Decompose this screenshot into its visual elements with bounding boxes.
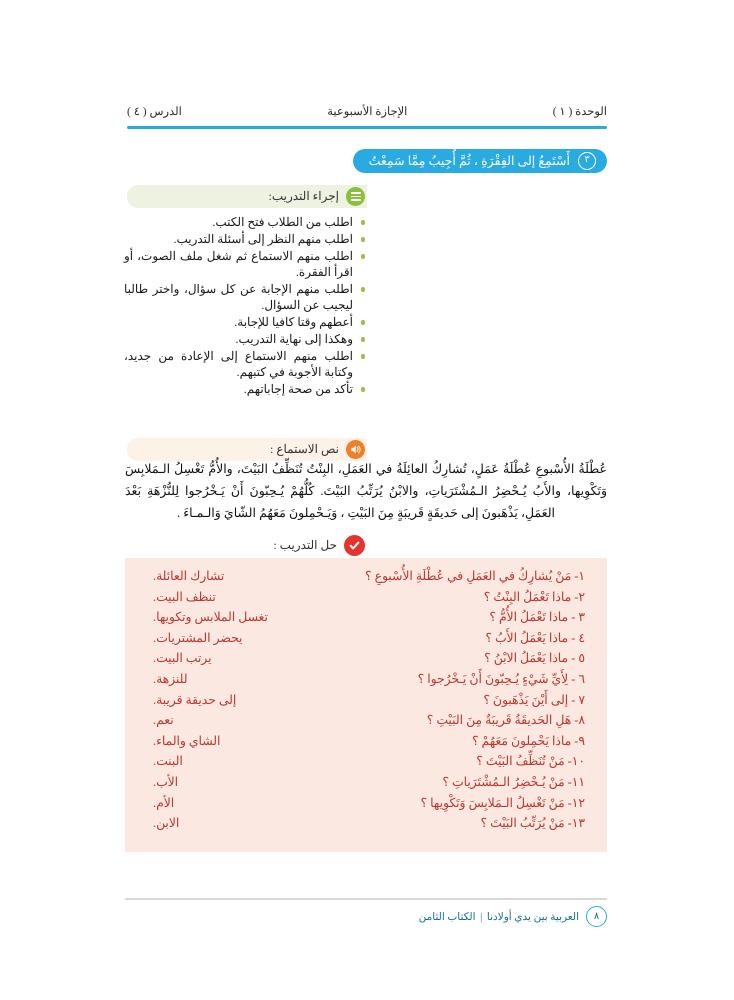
procedure-band (127, 185, 367, 208)
answer-text: تشارك العائلة. (153, 569, 225, 583)
qa-list (143, 569, 589, 837)
question-text: ٦ - لِأَيِّ شَيْءٍ يُـحِبّونَ أَنْ يَـخْرُجوا ؟ (417, 671, 585, 686)
exercise-title-row (127, 149, 607, 173)
listening-label: نص الاستماع : (270, 442, 339, 456)
table-row (143, 754, 589, 775)
solution-label: حل التدريب : (273, 537, 337, 552)
question-text: ١- مَنْ يُشارِكُ في العَمَلِ في عُطْلَةِ الأُسْبوعِ ؟ (365, 569, 585, 583)
procedure-label: إجراء التدريب: (268, 189, 339, 203)
header-lesson: الدرس ( ٤ ) (127, 106, 182, 118)
answer-text: تنظف البيت. (153, 589, 216, 604)
table-row (143, 590, 589, 611)
answer-text: الابن. (153, 816, 180, 831)
list-item: تأكد من صحة إجاباتهم. (124, 381, 367, 397)
answer-text: يرتب البيت. (153, 651, 212, 666)
list-item: اطلب منهم الإجابة عن كل سؤال، واختر طالبا ليجيب عن السؤال. (124, 281, 367, 313)
answer-text: الأب. (153, 774, 179, 789)
footer-divider (125, 898, 607, 900)
answers-box (125, 558, 607, 852)
question-text: ٧ - إلى أَيْنَ يَذْهَبونَ ؟ (483, 692, 585, 707)
list-item: اطلب منهم الاستماع ثم شغل ملف الصوت، أو اقرأ الفقرة. (124, 248, 367, 280)
answer-text: إلى حديقة قريبة. (153, 692, 237, 707)
running-header (127, 104, 607, 118)
table-row (143, 631, 589, 652)
listening-text: عُطْلَةُ الأُسْبوعِ عُطْلَةُ عَمَلٍ، تُشارِكُ العائِلَةُ في العَمَلِ، البِنْتُ تُنَظِّفُ البَيْتَ، والأُمُّ تَغْسِلُ الـمَلابِسَ وَتَكْوِيها، والأَبُ يُـحْضِرُ الـمُشْتَرَياتِ، والابْنُ يُرَتِّبُ البَيْتَ. كُلُّهُمْ يُـحِبّونَ أَنْ يَـخْرُجوا لِلنُّزْهَةِ بَعْدَ العَمَلِ، يَذْهَبونَ إلى حَديقَةٍ قَريبَةٍ مِنَ البَيْتِ ، وَيَـحْمِلونَ مَعَهُمُ الشّايَ وَالـمـاءَ . (125, 462, 607, 520)
footer-book-info (419, 911, 579, 923)
check-circle-icon (344, 535, 365, 556)
list-item: اطلب منهم الاستماع إلى الإعادة من جديد، وكتابة الأجوبة في كتبهم. (124, 348, 367, 380)
list-lines-icon (346, 187, 365, 206)
exercise-number: ٣ (578, 152, 596, 170)
question-text: ٤ - ماذا يَعْمَلُ الأَبُ ؟ (485, 630, 585, 645)
question-text: ٨- هَلِ الحَديقَةُ قَريبَةٌ مِنَ البَيْتِ ؟ (426, 713, 585, 728)
footer-separator: | (480, 911, 483, 923)
table-row (143, 610, 589, 631)
question-text: ١٢- مَنْ تَغْسِلُ الـمَلابِسَ وَتَكْوِيها ؟ (420, 795, 585, 810)
table-row (143, 816, 589, 837)
question-text: ٢- ماذا تَعْمَلُ البِنْتُ ؟ (483, 589, 585, 604)
table-row (143, 651, 589, 672)
question-text: ٩- ماذا يَحْمِلونَ مَعَهُمْ ؟ (471, 733, 585, 748)
page-number-badge: ٨ (586, 906, 607, 927)
table-row (143, 569, 589, 590)
table-row (143, 693, 589, 714)
solution-band (127, 533, 367, 557)
list-item: اطلب من الطلاب فتح الكتب. (124, 214, 367, 230)
list-item: اطلب منهم النظر إلى أسئلة التدريب. (124, 231, 367, 247)
question-text: ١٠- مَنْ تُنَظِّفُ البَيْتَ ؟ (476, 754, 585, 769)
footer-volume: الكتاب الثامن (418, 911, 476, 923)
footer-book-title: العربية بين يدي أولادنا (486, 911, 579, 923)
table-row (143, 713, 589, 734)
answer-text: تغسل الملابس وتكويها. (153, 610, 268, 625)
answer-text: الشاي والماء. (153, 733, 221, 748)
page-footer (125, 906, 607, 927)
list-item: وهكذا إلى نهاية التدريب. (124, 331, 367, 347)
table-row (143, 796, 589, 817)
table-row (143, 672, 589, 693)
procedure-list (124, 214, 367, 398)
question-text: ٣ - ماذا تَعْمَلُ الأُمُّ ؟ (489, 610, 585, 625)
exercise-title: أَسْتَمِعُ إلى الفِقْرَةِ ، ثُمَّ أُجِيبُ مِمَّا سَمِعْتُ (368, 154, 570, 168)
question-text: ١٣- مَنْ يُرَتِّبُ البَيْتَ ؟ (480, 816, 585, 831)
exercise-title-pill (353, 149, 607, 173)
answer-text: يحضر المشتريات. (153, 630, 243, 645)
question-text: ٥ - ماذا يَعْمَلُ الابْنُ ؟ (484, 651, 585, 666)
header-topic: الإجازة الأسبوعية (327, 106, 408, 118)
header-unit: الوحدة ( ١ ) (552, 106, 607, 118)
answer-text: للنزهة. (153, 671, 188, 686)
answer-text: البنت. (153, 754, 183, 769)
table-row (143, 734, 589, 755)
table-row (143, 775, 589, 796)
answer-text: الأم. (153, 795, 175, 810)
list-item: أعطهم وقتا كافيا للإجابة. (124, 314, 367, 330)
answer-text: نعم. (153, 713, 174, 728)
header-divider (127, 126, 607, 129)
question-text: ١١- مَنْ يُـحْضِرُ الـمُشْتَرَياتِ ؟ (442, 774, 585, 789)
speaker-icon[interactable] (346, 440, 365, 459)
